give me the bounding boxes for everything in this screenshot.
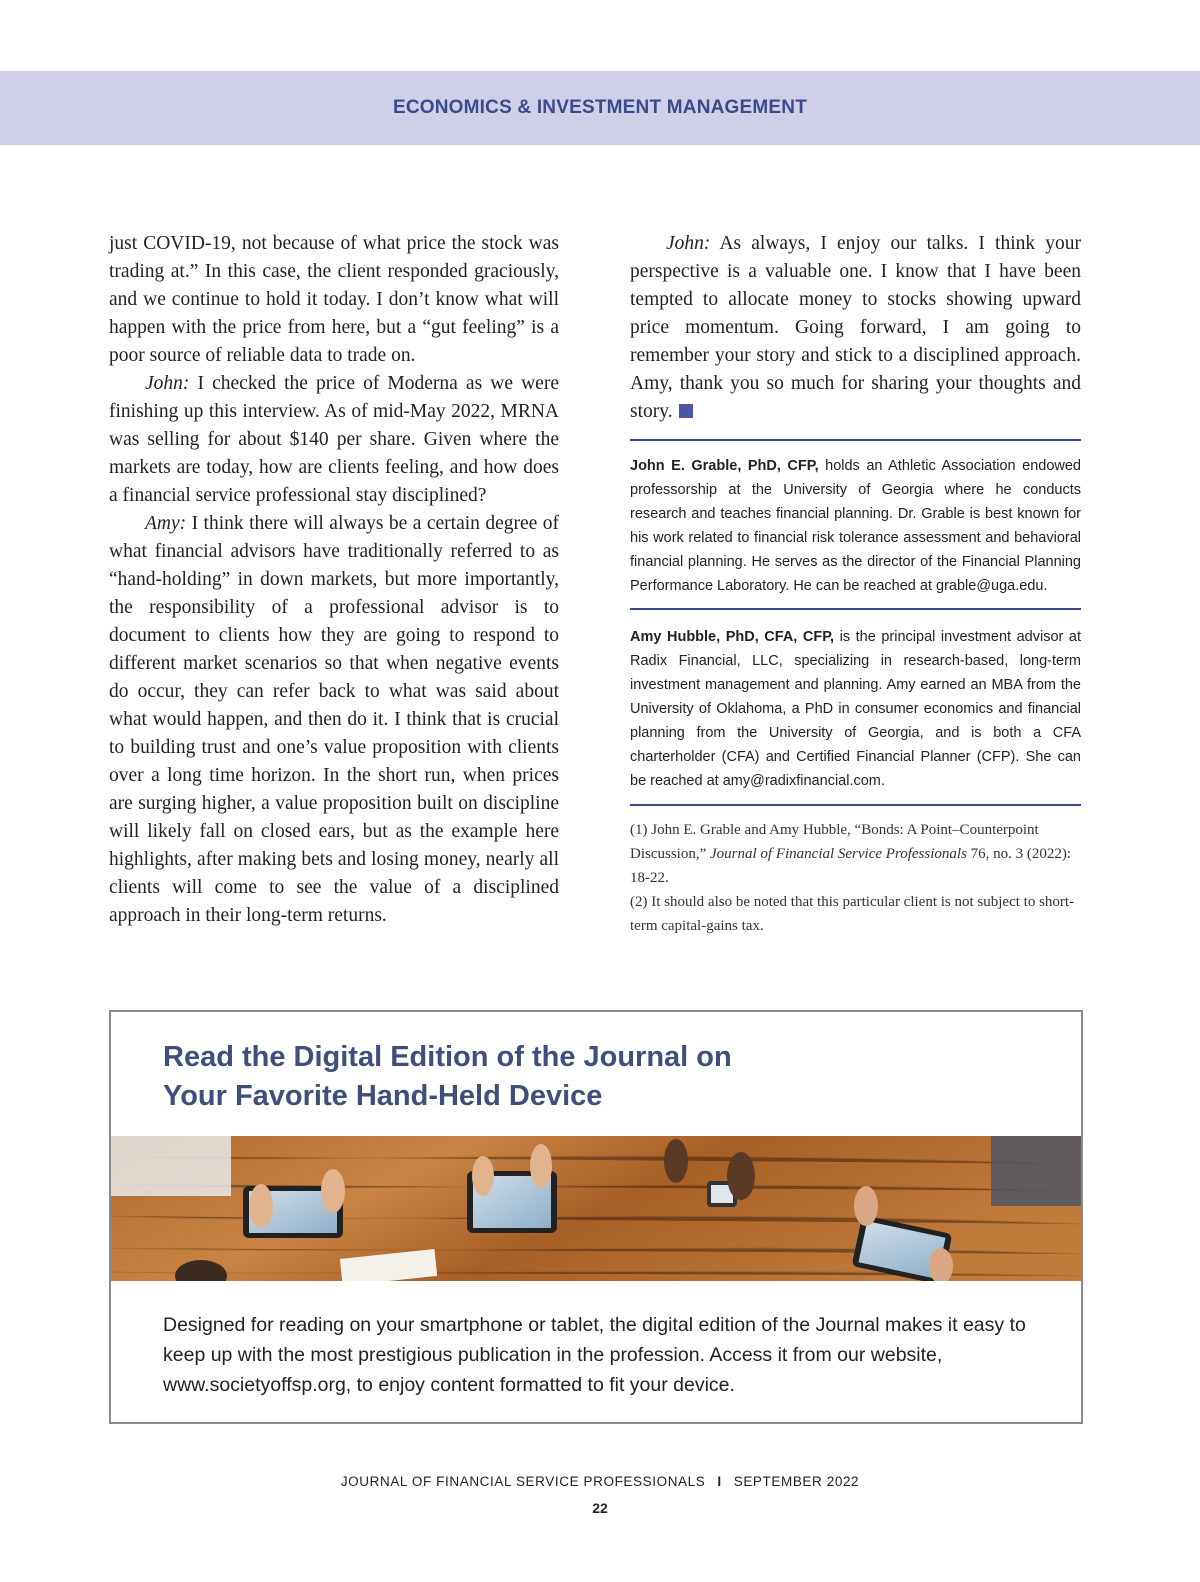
paragraph-text: I think there will always be a certain degree of what financial advisors have traditionally referred to as “hand-holding” in down markets, but more importantly, the responsibility of a professional advisor is to document to clients how they are going to respond to different market scenarios so that when negative events do occur, they can refer back to what was said about what would happen, and then do it. I think that is crucial to building trust and one’s value proposition with clients over a long time horizon. In the short run, when prices are surging higher, a value proposition built on discipline will likely fall on closed ears, but as the example here highlights, after making bets and losing money, nearly all clients will come to see the value of a disciplined approach in their long-term returns. [109, 513, 559, 926]
issue-date: SEPTEMBER 2022 [733, 1474, 860, 1489]
promo-body: Designed for reading on your smartphone or tablet, the digital edition of the Journal makes it easy to keep up with the most prestigious publication in the profession. Access it from our website, www.societyoffsp.org, to enjoy content formatted to fit your device. [163, 1314, 1026, 1396]
promo-title-line: Read the Digital Edition of the Journal on [163, 1041, 732, 1073]
journal-title: Journal of Financial Service Professionals [710, 846, 967, 862]
end-of-article-mark [679, 404, 693, 418]
speaker-label: John: [145, 373, 190, 394]
paragraph-text: I checked the price of Moderna as we were finishing up this interview. As of mid-May 2022, MRNA was selling for about $140 per share. Given where the markets are today, how are clients feeling, and how does a financial service professional stay disciplined? [109, 373, 559, 506]
author-name: Amy Hubble, PhD, CFA, CFP, [630, 629, 835, 645]
section-header-band [0, 71, 1200, 145]
paragraph: just COVID-19, not because of what price the stock was trading at.” In this case, the client responded graciously, and we continue to hold it today. I don’t know what will happen with the price from here, but a “gut feeling” is a poor source of reliable data to trade on. [109, 233, 559, 366]
bio-text: holds an Athletic Association endowed professorship at the University of Georgia where he conducts research and teaches financial planning. Dr. Grable is best known for his work related to financial risk tolerance assessment and behavioral financial planning. He serves as the director of the Financial Planning Performance Laboratory. He can be reached at grable@uga.edu. [630, 458, 1081, 594]
divider [630, 804, 1081, 806]
divider [630, 608, 1081, 610]
author-bio-grable [630, 454, 1081, 598]
left-column [109, 230, 559, 930]
tablets-on-table-photo [111, 1136, 1081, 1281]
promo-title-line: Your Favorite Hand-Held Device [163, 1080, 603, 1112]
paragraph-text: As always, I enjoy our talks. I think your perspective is a valuable one. I know that I have been tempted to allocate money to stocks showing upward price momentum. Going forward, I am going to remember your story and stick to a disciplined approach. Amy, thank you so much for sharing your thoughts and story. [630, 233, 1081, 422]
closing-paragraph [630, 230, 1081, 426]
digital-edition-promo [109, 1010, 1083, 1424]
running-footer [0, 1474, 1200, 1489]
divider [630, 439, 1081, 441]
author-bio-hubble [630, 625, 1081, 793]
author-name: John E. Grable, PhD, CFP, [630, 458, 819, 474]
page-number: 22 [592, 1500, 608, 1516]
footnote-text: (1) John E. Grable and Amy Hubble, “Bonds: A Point–Counterpoint Discussion,” [630, 822, 1039, 862]
footnote-1 [630, 818, 1081, 890]
promo-title [163, 1038, 863, 1116]
speaker-label: John: [666, 233, 711, 254]
right-column [630, 230, 1081, 938]
footnote-text: 76, no. 3 (2022): 18-22. [630, 846, 1072, 886]
section-title: ECONOMICS & INVESTMENT MANAGEMENT [392, 97, 808, 118]
footer-separator: I [717, 1474, 722, 1489]
paragraph [109, 510, 559, 930]
speaker-label: Amy: [145, 513, 187, 534]
journal-name: JOURNAL OF FINANCIAL SERVICE PROFESSIONALS [340, 1474, 706, 1489]
footnote-2: (2) It should also be noted that this particular client is not subject to short-term capital-gains tax. [630, 894, 1075, 934]
bio-text: is the principal investment advisor at Radix Financial, LLC, specializing in research-based, long-term investment management and planning. Amy earned an MBA from the University of Oklahoma, a PhD in consumer economics and financial planning from the University of Georgia, and is both a CFA charterholder (CFA) and Certified Financial Planner (CFP). She can be reached at amy@radixfinancial.com. [630, 629, 1081, 789]
paragraph [109, 370, 559, 510]
